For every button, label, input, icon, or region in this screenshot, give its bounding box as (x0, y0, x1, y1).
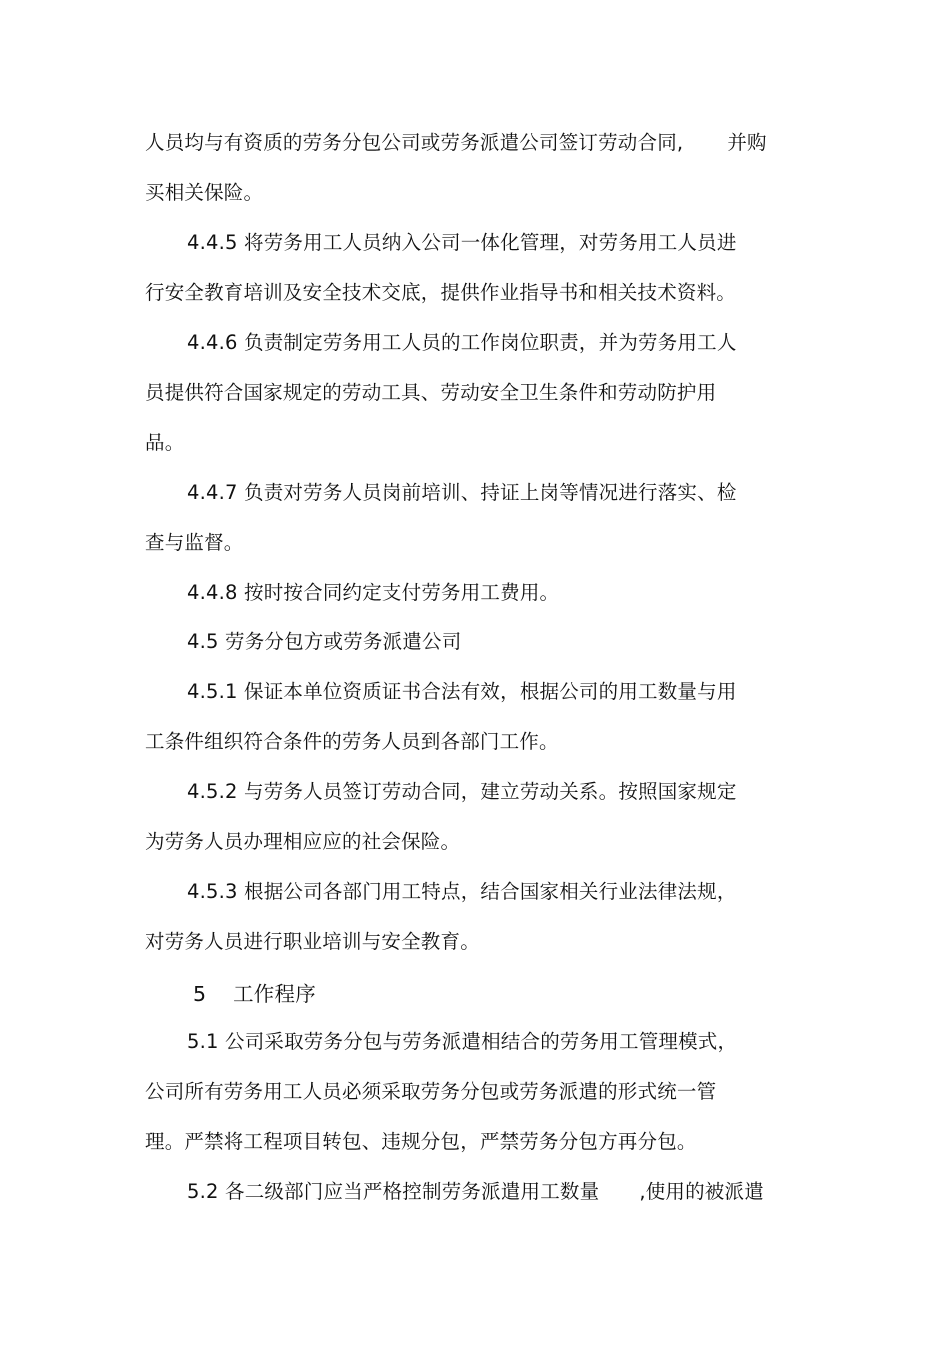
paragraph-line: 行安全教育培训及安全技术交底，提供作业指导书和相关技术资料。 (145, 281, 737, 304)
paragraph-line: 查与监督。 (145, 531, 244, 554)
clause-4-4-8: 4.4.8 按时按合同约定支付劳务用工费用。 (187, 581, 560, 604)
paragraph-line: 买相关保险。 (145, 181, 264, 204)
paragraph-line: 为劳务人员办理相应应的社会保险。 (145, 830, 461, 853)
paragraph-line: 对劳务人员进行职业培训与安全教育。 (145, 930, 480, 953)
line-text: 并购 (727, 131, 767, 154)
paragraph-line (145, 128, 767, 158)
clause-4-5-3: 4.5.3 根据公司各部门用工特点，结合国家相关行业法律法规， (187, 880, 737, 903)
section-heading-5: 5 工作程序 (193, 982, 316, 1006)
line-text: 5.2 各二级部门应当严格控制劳务派遣用工数量 (187, 1180, 600, 1203)
clause-4-5-1: 4.5.1 保证本单位资质证书合法有效，根据公司的用工数量与用 (187, 680, 737, 703)
paragraph-line: 理。严禁将工程项目转包、违规分包，严禁劳务分包方再分包。 (145, 1130, 697, 1153)
clause-5-2 (187, 1177, 764, 1207)
clause-5-1: 5.1 公司采取劳务分包与劳务派遣相结合的劳务用工管理模式， (187, 1030, 738, 1053)
paragraph-line: 员提供符合国家规定的劳动工具、劳动安全卫生条件和劳动防护用 (145, 381, 717, 404)
clause-4-5-2: 4.5.2 与劳务人员签订劳动合同，建立劳动关系。按照国家规定 (187, 780, 737, 803)
clause-4-4-6: 4.4.6 负责制定劳务用工人员的工作岗位职责，并为劳务用工人 (187, 331, 737, 354)
clause-4-4-7: 4.4.7 负责对劳务人员岗前培训、持证上岗等情况进行落实、检 (187, 481, 737, 504)
section-heading-4-5: 4.5 劳务分包方或劳务派遣公司 (187, 630, 462, 653)
line-text: ,使用的被派遣 (639, 1180, 764, 1203)
paragraph-line: 公司所有劳务用工人员必须采取劳务分包或劳务派遣的形式统一管 (145, 1080, 717, 1103)
paragraph-line: 品。 (145, 431, 185, 454)
paragraph-line: 工条件组织符合条件的劳务人员到各部门工作。 (145, 730, 559, 753)
line-text: 人员均与有资质的劳务分包公司或劳务派遣公司签订劳动合同, (145, 131, 684, 154)
clause-4-4-5: 4.4.5 将劳务用工人员纳入公司一体化管理，对劳务用工人员进 (187, 231, 737, 254)
